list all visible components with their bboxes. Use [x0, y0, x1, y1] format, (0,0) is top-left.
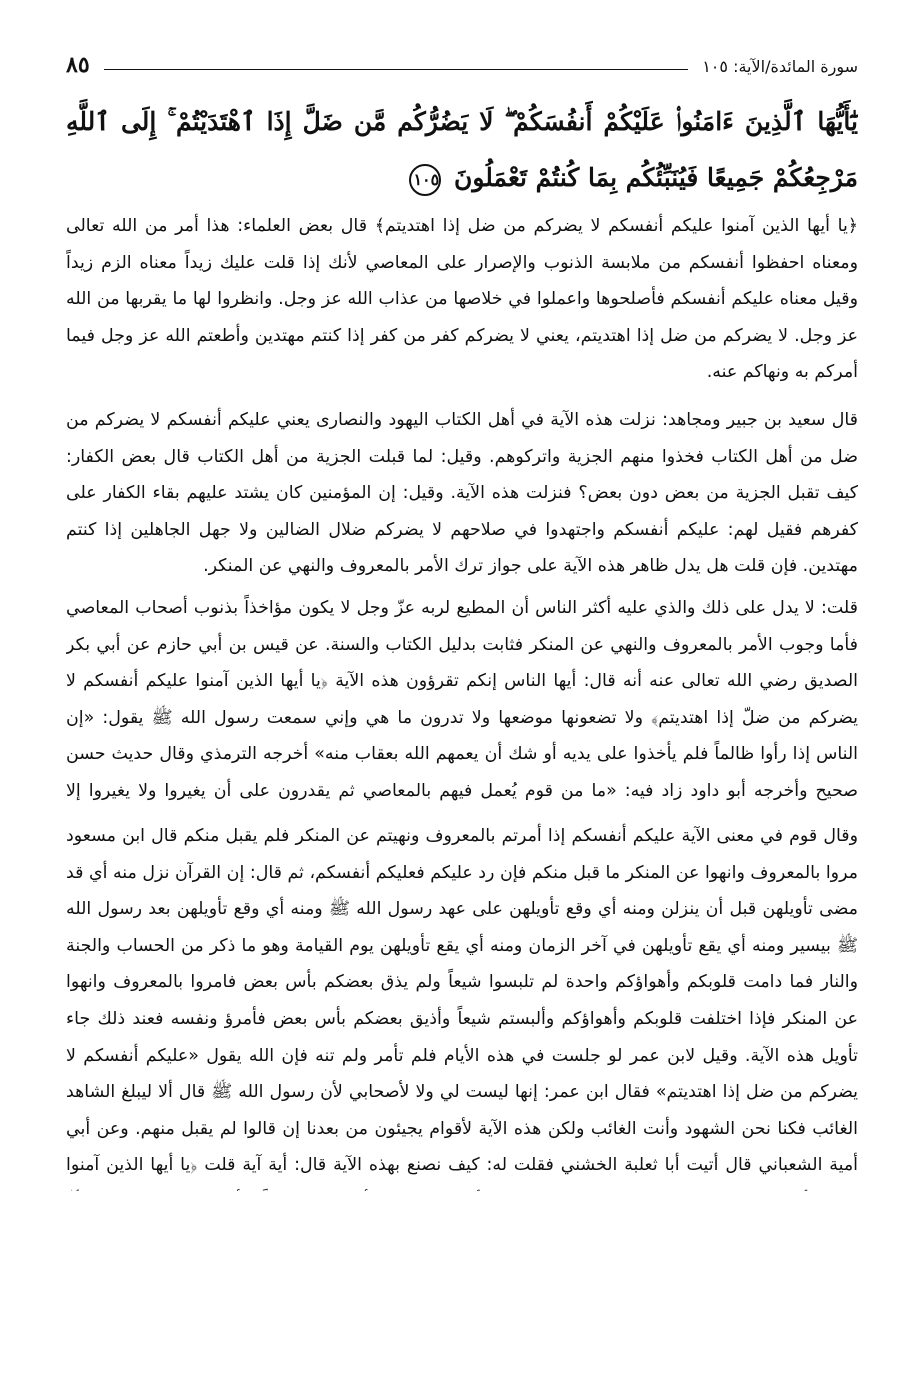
page-header — [66, 38, 858, 80]
quran-verse — [66, 94, 858, 206]
commentary-paragraph: قلت: لا يدل على ذلك والذي عليه أكثر الناس أن المطيع لربه عزّ وجل لا يكون مؤاخذاً بذنوب أصحاب المعاصي فأما وجوب الأمر بالمعروف والنهي عن المنكر فثابت بدليل الكتاب والسنة. عن قيس بن أبي حازم عن أبي بكر الصديق رضي الله تعالى عنه أنه قال: أيها الناس إنكم تقرؤون هذه الآية ﴿يا أيها الذين آمنوا عليكم أنفسكم لا يضركم من ضلّ إذا اهتديتم﴾ ولا تضعونها موضعها ولا تدرون ما هي وإني سمعت رسول الله ﷺ يقول: «إن الناس إذا رأوا ظالماً فلم يأخذوا على يديه أو شك أن يعمهم الله بعقاب منه» أخرجه الترمذي وقال حديث حسن صحيح وأخرجه أبو داود زاد فيه: «ما من قوم يُعمل فيهم بالمعاصي ثم يقدرون على أن يغيروا ولا يغيروا إلا — [66, 598, 858, 801]
verse-text: يَٰٓأَيُّهَا ٱلَّذِينَ ءَامَنُوا۟ عَلَيْكُمْ أَنفُسَكُمْ ۖ لَا يَضُرُّكُم مَّن ضَلَّ إِذَا ٱهْتَدَيْتُمْ ۚ إِلَى ٱللَّهِ مَرْجِعُكُمْ جَمِيعًا فَيُنَبِّئُكُم بِمَا كُنتُمْ تَعْمَلُونَ — [66, 107, 858, 192]
header-rule — [104, 69, 689, 70]
book-page — [66, 38, 858, 1338]
page-number: ٨٥ — [66, 52, 90, 78]
commentary-paragraph: قال سعيد بن جبير ومجاهد: نزلت هذه الآية في أهل الكتاب اليهود والنصارى يعني عليكم أنفسكم لا يضركم من ضل من أهل الكتاب فخذوا منهم الجزية واتركوهم. وقيل: لما قبلت الجزية من أهل الكتاب قال بعض الكفار: كيف تقبل الجزية من بعض دون بعض؟ فنزلت هذه الآية. وقيل: إن المؤمنين كان يشتد عليهم بقاء الكفار على كفرهم فقيل لهم: عليكم أنفسكم واجتهدوا في صلاحهم لا يضركم ضلال الضالين ولا جهل الجاهلين إذا كنتم مهتدين. فإن قلت هل يدل ظاهر هذه الآية على جواز ترك الأمر بالمعروف والنهي عن المنكر. — [66, 410, 858, 577]
commentary-paragraph: ﴿يا أيها الذين آمنوا عليكم أنفسكم لا يضركم من ضل إذا اهتديتم﴾ قال بعض العلماء: هذا أمر من الله تعالى ومعناه احفظوا أنفسكم من ملابسة الذنوب والإصرار على المعاصي لأنك إذا قلت عليك زيداً معناه الزم زيداً وقيل معناه عليكم أنفسكم فأصلحوها واعملوا في خلاصها من عذاب الله عز وجل. وانظروا لها ما يقربها من الله عز وجل. لا يضركم من ضل إذا اهتديتم، يعني لا يضركم كفر من كفر إذا كنتم مهتدين وأطعتم الله عز وجل فيما أمركم به ونهاكم عنه. — [66, 216, 858, 383]
surah-reference: سورة المائدة/الآية: ١٠٥ — [702, 57, 858, 76]
commentary-paragraph: وقال قوم في معنى الآية عليكم أنفسكم إذا أمرتم بالمعروف ونهيتم عن المنكر فلم يقبل منكم قال ابن مسعود مروا بالمعروف وانهوا عن المنكر ما قبل منكم فإن رد عليكم فعليكم أنفسكم، ثم قال: إن القرآن نزل منه أي قد مضى تأويلهن قبل أن ينزلن ومنه أي وقع تأويلهن على عهد رسول الله ﷺ ومنه أي وقع تأويلهن بعد رسول الله ﷺ بيسير ومنه أي يقع تأويلهن في آخر الزمان ومنه أي يقع تأويلهن يوم القيامة وهو ما ذكر من الحساب والجنة والنار فما دامت قلوبكم وأهواؤكم واحدة لم تلبسوا شيعاً ولم يذق بعضكم بأس بعض فامروا بالمعروف وانهوا عن المنكر فإذا اختلفت قلوبكم وأهواؤكم وألبستم شيعاً وأذيق بعضكم بأس بعض فأمرؤ ونفسه فعند ذلك جاء تأويل هذه الآية. وقيل لابن عمر لو جلست في هذه الأيام فلم تأمر ولم تنه فإن الله يقول «عليكم أنفسكم لا يضركم من ضل إذا اهتديتم» فقال ابن عمر: إنها ليست لي ولا لأصحابي لأن رسول الله ﷺ قال ألا ليبلغ الشاهد الغائب فكنا نحن الشهود وأنت الغائب ولكن هذه الآية لأقوام يجيئون من بعدنا إن قالوا لم يقبل منهم. وعن أبي أمية الشعباني قال أتيت أبا ثعلبة الخشني فقلت له: كيف نصنع بهذه الآية قال: أية آية قلت ﴿يا أيها الذين آمنوا — [66, 826, 858, 1176]
ayah-number-marker: ١٠٥ — [409, 164, 441, 196]
